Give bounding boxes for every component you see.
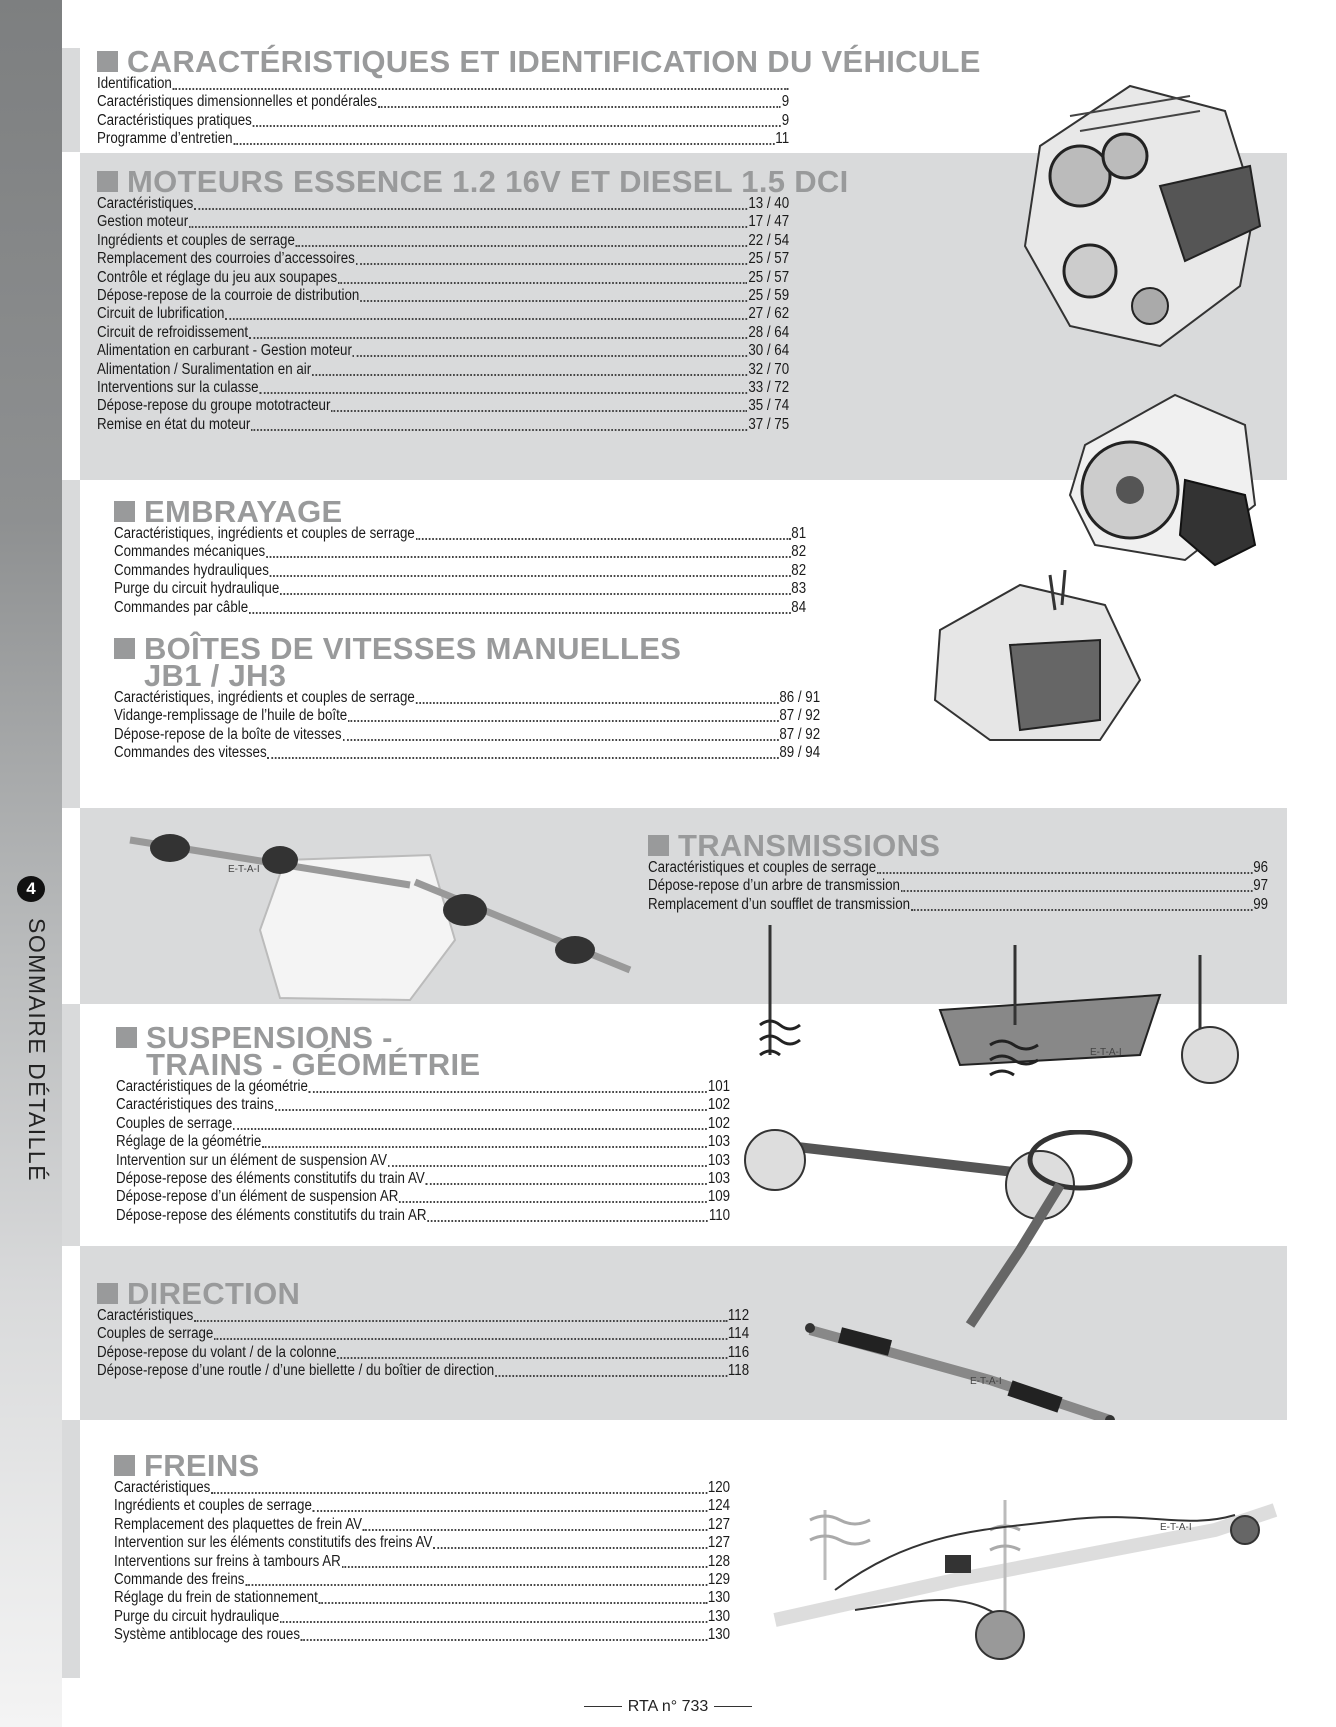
toc-item[interactable]: Interventions sur freins à tambours AR 128 (114, 1552, 731, 1570)
toc-item[interactable]: Commandes hydrauliques 82 (114, 561, 807, 579)
square-bullet-icon (97, 171, 118, 192)
chapter-number-badge: 4 (17, 876, 45, 902)
section-heading: TRANSMISSIONS (648, 832, 1268, 859)
toc-item[interactable]: Remplacement d’un soufflet de transmission 99 (648, 895, 1269, 913)
toc-list (114, 1479, 730, 1645)
publication-number: RTA n° 733 (627, 1698, 709, 1715)
watermark: E-T-A-I (228, 864, 260, 875)
toc-item[interactable]: Caractéristiques de la géométrie 101 (116, 1078, 731, 1095)
section-transmissions (648, 828, 1269, 914)
side-strip (62, 1420, 80, 1678)
toc-item[interactable]: Système antiblocage des roues 130 (114, 1626, 731, 1644)
toc-item[interactable]: Caractéristiques, ingrédients et couples de serrage 86 / 91 (114, 689, 821, 706)
toc-item[interactable]: Réglage du frein de stationnement 130 (114, 1589, 731, 1607)
toc-item[interactable]: Identification (97, 75, 789, 93)
section-engines (97, 164, 849, 434)
toc-item[interactable]: Intervention sur les éléments constitutifs des freins AV 127 (114, 1534, 731, 1552)
side-strip (62, 480, 80, 808)
section-heading: FREINS (114, 1452, 734, 1479)
toc-item[interactable]: Caractéristiques et couples de serrage 96 (648, 859, 1269, 876)
toc-item[interactable]: Caractéristiques, ingrédients et couples de serrage 81 (114, 525, 807, 542)
brake-system-illustration (765, 1470, 1285, 1670)
toc-list (114, 525, 806, 617)
toc-item[interactable]: Contrôle et réglage du jeu aux soupapes 25 / 57 (97, 268, 790, 286)
toc-item[interactable]: Vidange-remplissage de l’huile de boîte 87 / 92 (114, 707, 821, 725)
steering-illustration (790, 1130, 1170, 1420)
square-bullet-icon (116, 1027, 137, 1048)
section-heading: DIRECTION (97, 1280, 757, 1307)
toc-item[interactable]: Dépose-repose d’un élément de suspension AR 109 (116, 1188, 731, 1206)
section-brakes (114, 1448, 734, 1645)
engine-illustration (1010, 56, 1270, 356)
toc-item[interactable]: Commandes des vitesses 89 / 94 (114, 744, 821, 762)
toc-item[interactable]: Ingrédients et couples de serrage 124 (114, 1497, 731, 1515)
toc-list (114, 689, 820, 763)
clutch-illustration (1065, 385, 1265, 570)
toc-item[interactable]: Caractéristiques 120 (114, 1479, 731, 1496)
watermark: E-T-A-I (970, 1376, 1002, 1387)
toc-item[interactable]: Purge du circuit hydraulique 83 (114, 580, 807, 598)
side-strip (62, 1004, 80, 1246)
toc-item[interactable]: Commandes mécaniques 82 (114, 543, 807, 561)
toc-item[interactable]: Gestion moteur 17 / 47 (97, 213, 790, 231)
square-bullet-icon (97, 1283, 118, 1304)
gearbox-illustration (930, 570, 1145, 745)
toc-list (116, 1078, 730, 1225)
toc-item[interactable]: Caractéristiques dimensionnelles et pondérales 9 (97, 93, 790, 111)
section-heading: SUSPENSIONS - TRAINS - GÉOMÉTRIE (116, 1024, 736, 1078)
section-vehicle-identification (97, 44, 981, 149)
section-suspensions (116, 1020, 736, 1225)
toc-item[interactable]: Remplacement des plaquettes de frein AV 127 (114, 1515, 731, 1533)
square-bullet-icon (114, 501, 135, 522)
toc-item[interactable]: Dépose-repose d’un arbre de transmission 97 (648, 877, 1269, 895)
toc-list (97, 75, 789, 149)
toc-item[interactable]: Programme d’entretien 11 (97, 130, 790, 148)
toc-item[interactable]: Dépose-repose d’une routle / d’une biellette / du boîtier de direction 118 (97, 1362, 750, 1380)
footer (0, 1698, 1336, 1716)
watermark: E-T-A-I (1160, 1522, 1192, 1533)
toc-item[interactable]: Dépose-repose de la boîte de vitesses 87 / 92 (114, 725, 821, 743)
toc-item[interactable]: Caractéristiques pratiques 9 (97, 111, 790, 129)
driveshaft-illustration (110, 820, 640, 1005)
toc-item[interactable]: Circuit de lubrification 27 / 62 (97, 305, 790, 323)
toc-list (97, 195, 789, 434)
toc-item[interactable]: Remplacement des courroies d’accessoires 25 / 57 (97, 250, 790, 268)
toc-item[interactable]: Dépose-repose du volant / de la colonne 116 (97, 1343, 750, 1361)
toc-item[interactable]: Couples de serrage 102 (116, 1114, 731, 1132)
toc-item[interactable]: Caractéristiques 13 / 40 (97, 195, 790, 212)
square-bullet-icon (114, 1455, 135, 1476)
toc-item[interactable]: Dépose-repose des éléments constitutifs du train AR 110 (116, 1206, 731, 1224)
square-bullet-icon (114, 638, 135, 659)
section-gearboxes (114, 631, 824, 763)
footer-rule-right (714, 1706, 752, 1707)
toc-item[interactable]: Alimentation en carburant - Gestion moteur 30 / 64 (97, 342, 790, 360)
toc-item[interactable]: Remise en état du moteur 37 / 75 (97, 415, 790, 433)
toc-item[interactable]: Ingrédients et couples de serrage 22 / 54 (97, 231, 790, 249)
toc-item[interactable]: Commandes par câble 84 (114, 598, 807, 616)
toc-item[interactable]: Caractéristiques des trains 102 (116, 1096, 731, 1114)
square-bullet-icon (97, 51, 118, 72)
toc-item[interactable]: Alimentation / Suralimentation en air 32 / 70 (97, 360, 790, 378)
toc-item[interactable]: Dépose-repose de la courroie de distribution 25 / 59 (97, 286, 790, 304)
toc-item[interactable]: Caractéristiques 112 (97, 1307, 750, 1324)
toc-item[interactable]: Dépose-repose du groupe mototracteur 35 / 74 (97, 397, 790, 415)
toc-list (648, 859, 1268, 914)
section-heading: CARACTÉRISTIQUES ET IDENTIFICATION DU VÉHICULE (97, 48, 797, 75)
toc-item[interactable]: Purge du circuit hydraulique 130 (114, 1607, 731, 1625)
toc-item[interactable]: Réglage de la géométrie 103 (116, 1133, 731, 1151)
toc-item[interactable]: Circuit de refroidissement 28 / 64 (97, 323, 790, 341)
toc-item[interactable]: Couples de serrage 114 (97, 1325, 750, 1343)
square-bullet-icon (648, 835, 669, 856)
section-heading: MOTEURS ESSENCE 1.2 16V ET DIESEL 1.5 DCI (97, 168, 797, 195)
toc-item[interactable]: Commande des freins 129 (114, 1570, 731, 1588)
sidebar-title: SOMMAIRE DÉTAILLÉ (24, 918, 50, 1183)
watermark: E-T-A-I (1090, 1047, 1122, 1058)
toc-list (97, 1307, 749, 1381)
side-strip (62, 48, 80, 152)
toc-item[interactable]: Dépose-repose des éléments constitutifs du train AV 103 (116, 1169, 731, 1187)
section-steering (97, 1276, 757, 1381)
section-clutch (114, 494, 814, 617)
section-heading: BOÎTES DE VITESSES MANUELLES JB1 / JH3 (114, 635, 824, 689)
sidebar (0, 0, 62, 1727)
footer-rule-left (584, 1706, 622, 1707)
toc-item[interactable]: Interventions sur la culasse 33 / 72 (97, 378, 790, 396)
section-heading: EMBRAYAGE (114, 498, 814, 525)
toc-item[interactable]: Intervention sur un élément de suspension AV 103 (116, 1151, 731, 1169)
